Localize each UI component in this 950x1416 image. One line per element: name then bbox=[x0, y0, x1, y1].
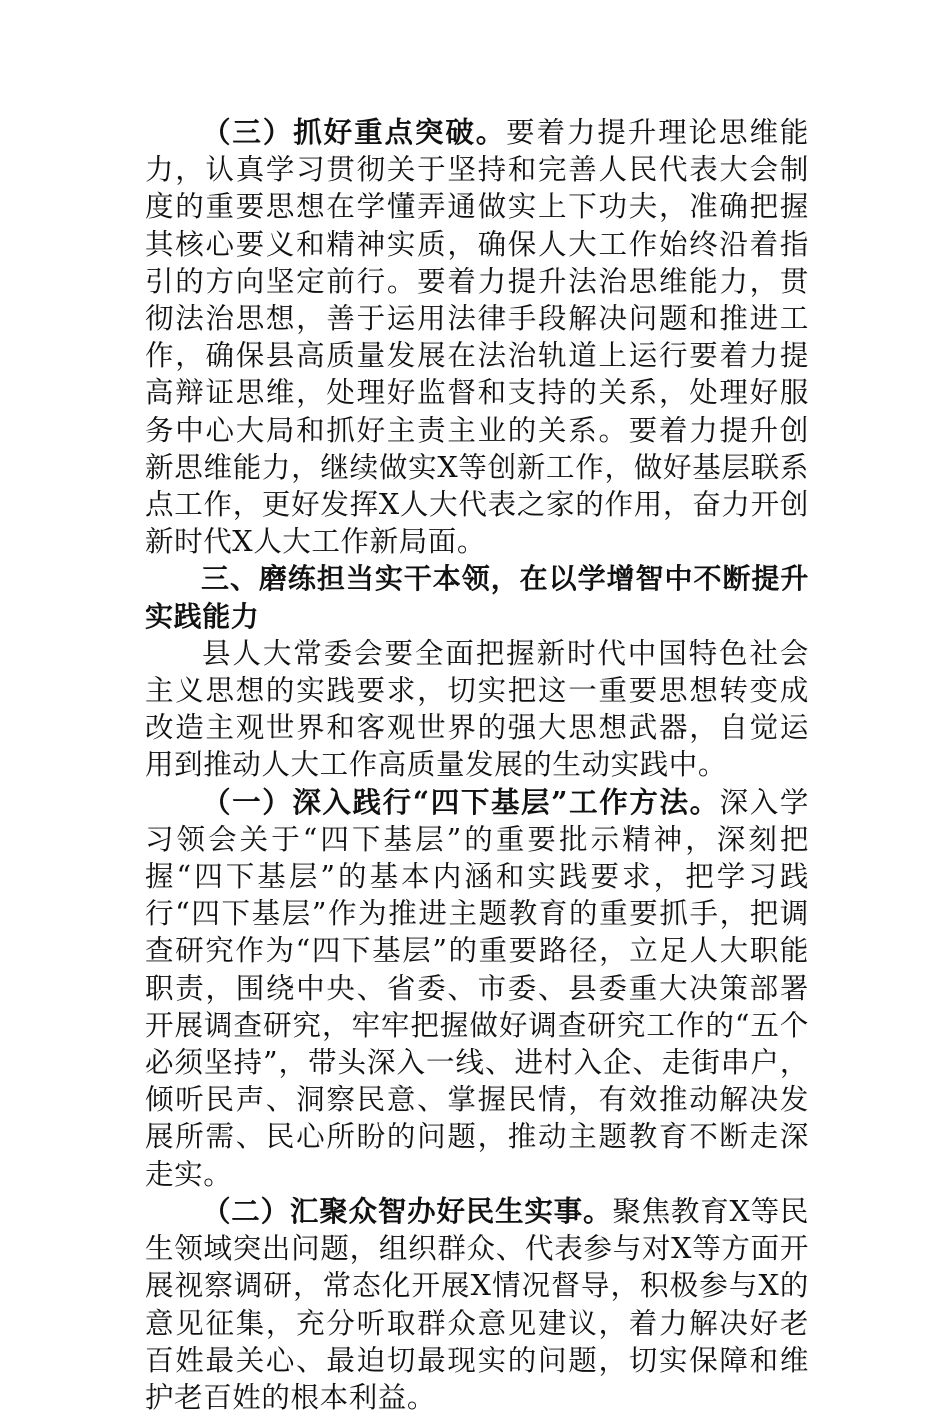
paragraph-lead: （三）抓好重点突破。 bbox=[202, 115, 507, 149]
paragraph-point-2 bbox=[145, 1193, 809, 1416]
paragraph-section-3 bbox=[145, 114, 809, 560]
paragraph-intro: 县人大常委会要全面把握新时代中国特色社会主义思想的实践要求，切实把这一重要思想转变成改造主观世界和客观世界的强大思想武器，自觉运用到推动人大工作高质量发展的生动实践中。 bbox=[145, 636, 809, 782]
paragraph-lead: （二）汇聚众智办好民生实事。 bbox=[202, 1193, 613, 1228]
paragraph-lead: （一）深入践行“四下基层”工作方法。 bbox=[202, 784, 720, 819]
paragraph-body: 聚焦教育X等民生领域突出问题，组织群众、代表参与对X等方面开展视察调研，常态化开展X情况督导，积极参与X的意见征集，充分听取群众意见建议，着力解决好老百姓最关心、最迫切最现实的问题，切实保障和维护老百姓的根本利益。 bbox=[145, 1194, 809, 1414]
paragraph-body: 要着力提升理论思维能力，认真学习贯彻关于坚持和完善人民代表大会制度的重要思想在学懂弄通做实上下功夫，准确把握其核心要义和精神实质，确保人大工作始终沿着指引的方向坚定前行。要着力提升法治思维能力，贯彻法治思想，善于运用法律手段解决问题和推进工作，确保县高质量发展在法治轨道上运行要着力提高辩证思维，处理好监督和支持的关系，处理好服务中心大局和抓好主责主业的关系。要着力提升创新思维能力，继续做实X等创新工作，做好基层联系点工作，更好发挥X人大代表之家的作用，奋力开创新时代X人大工作新局面。 bbox=[145, 116, 809, 559]
section-heading-3: 三、磨练担当实干本领，在以学增智中不断提升实践能力 bbox=[145, 562, 809, 633]
paragraph-body: 深入学习领会关于“四下基层”的重要批示精神，深刻把握“四下基层”的基本内涵和实践要求，把学习践行“四下基层”作为推进主题教育的重要抓手，把调查研究作为“四下基层”的重要路径，立足人大职能职责，围绕中央、省委、市委、县委重大决策部署开展调查研究，牢牢把握做好调查研究工作的“五个必须坚持”，带头深入一线、进村入企、走街串户，倾听民声、洞察民意、掌握民情，有效推动解决发展所需、民心所盼的问题，推动主题教育不断走深走实。 bbox=[145, 785, 809, 1191]
paragraph-point-1 bbox=[145, 784, 809, 1193]
document-body bbox=[145, 114, 809, 1416]
